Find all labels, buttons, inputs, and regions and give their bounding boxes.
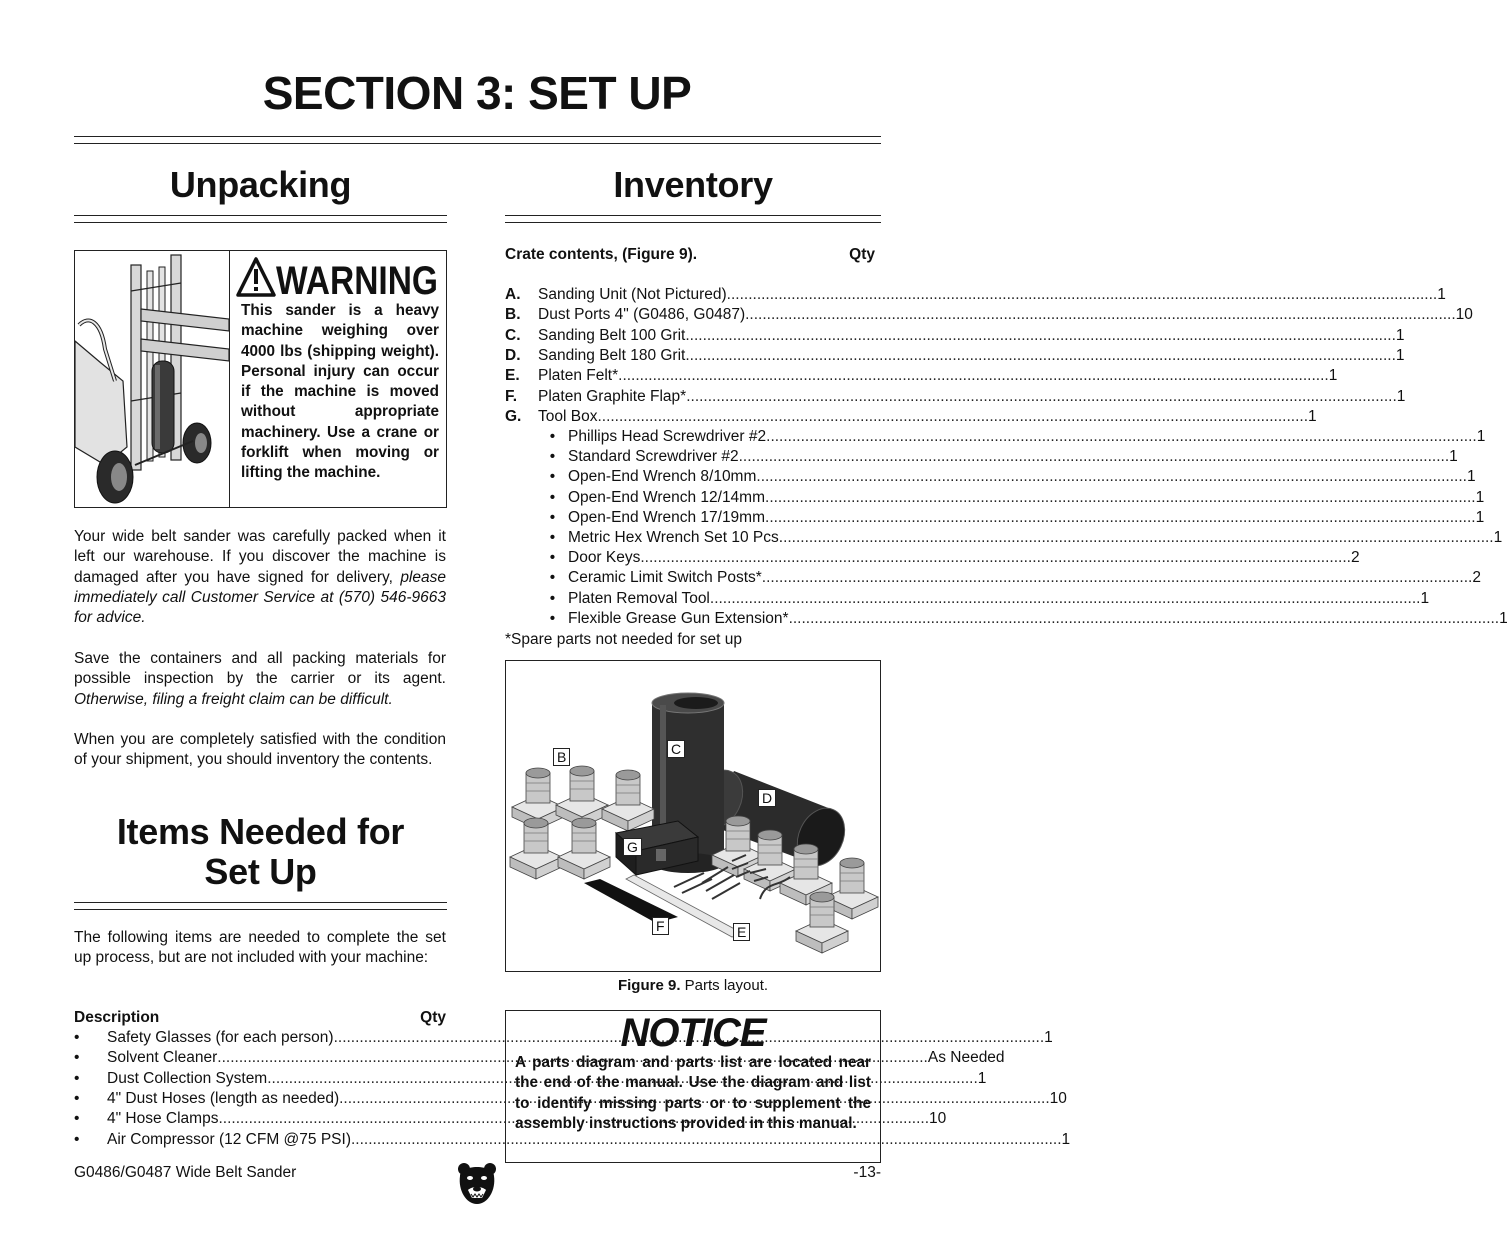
bullet: • xyxy=(74,1130,80,1148)
leader-dots xyxy=(765,488,1476,508)
item-qty: 1 xyxy=(1308,407,1317,425)
leader-dots xyxy=(739,447,1450,467)
qty-header: Qty xyxy=(420,1009,446,1026)
items-needed-row xyxy=(74,1109,947,1129)
leader-dots xyxy=(756,467,1467,487)
leader-dots xyxy=(766,427,1477,447)
unpacking-paragraph-3: When you are completely satisfied with the condition of your shipment, you should inventory the contents. xyxy=(74,731,446,769)
unpacking-heading: Unpacking xyxy=(169,164,352,205)
leader-dots xyxy=(745,305,1456,325)
items-needed-intro: The following items are needed to complete the set up process, but are not included with your machine: xyxy=(74,929,446,967)
item-label: Door Keys xyxy=(568,549,641,567)
parts-layout-illustration xyxy=(506,661,882,973)
leader-dots xyxy=(765,508,1476,528)
item-qty: 1 xyxy=(1420,589,1430,607)
items-needed-rule-1 xyxy=(74,902,447,903)
footer-model: G0486/G0487 Wide Belt Sander xyxy=(74,1164,297,1181)
callout-b: B xyxy=(553,748,570,766)
bear-logo-icon xyxy=(456,1160,498,1206)
items-needed-row xyxy=(74,1130,1071,1150)
inventory-subrow xyxy=(537,427,1486,447)
item-qty: 1 xyxy=(1395,346,1405,364)
warning-header xyxy=(235,255,441,303)
item-label: Open-End Wrench 12/14mm xyxy=(568,488,766,506)
leader-dots xyxy=(789,609,1500,629)
inventory-subrow xyxy=(537,589,1430,609)
item-letter: F. xyxy=(505,387,518,405)
bullet: • xyxy=(549,549,556,567)
item-letter: E. xyxy=(505,367,520,385)
callout-e: E xyxy=(733,923,750,941)
inventory-qty-header: Qty xyxy=(849,246,875,263)
item-label: 4" Hose Clamps xyxy=(107,1110,219,1128)
bullet: • xyxy=(549,428,556,445)
item-label: Tool Box xyxy=(538,407,598,425)
inventory-heading: Inventory xyxy=(613,164,773,205)
description-header: Description xyxy=(74,1009,160,1026)
item-label: Open-End Wrench 17/19mm xyxy=(568,508,766,526)
item-qty: 1 xyxy=(1466,468,1476,486)
leader-dots xyxy=(727,285,1438,305)
notice-title: NOTICE xyxy=(620,1011,766,1055)
bullet: • xyxy=(549,609,556,627)
unpacking-rule-2 xyxy=(74,222,447,223)
item-qty: 2 xyxy=(1472,569,1481,587)
page-title: SECTION 3: SET UP xyxy=(262,67,692,119)
items-needed-heading: Items Needed for Set Up xyxy=(116,811,405,892)
item-label: Sanding Belt 100 Grit xyxy=(538,326,686,344)
items-needed-list-header xyxy=(74,1009,446,1027)
bullet: • xyxy=(549,569,556,587)
items-needed-rule-2 xyxy=(74,909,447,910)
unpacking-paragraph-1: Your wide belt sander was carefully packed when it left our warehouse. If you discover the machine is damaged after you have signed for delivery, please immediately call Customer Service at (570) 546-9663 for advice. xyxy=(74,528,446,627)
figure-caption: Figure 9. Parts layout. xyxy=(617,977,769,994)
item-letter: A. xyxy=(505,286,521,303)
notice-text: A parts diagram and parts list are located near the end of the manual. Use the diagram and list to identify missing parts or to supplement the assembly instructions provided in this manual. xyxy=(515,1054,871,1132)
inventory-subrow xyxy=(537,568,1481,588)
inventory-list-header xyxy=(505,246,875,264)
item-qty: 1 xyxy=(1395,326,1405,344)
item-qty: 10 xyxy=(1049,1089,1067,1107)
bullet: • xyxy=(74,1029,80,1046)
item-qty: 1 xyxy=(1449,448,1458,466)
bullet: • xyxy=(549,448,556,466)
inventory-subrow xyxy=(537,447,1458,467)
inventory-row xyxy=(505,305,1473,325)
item-letter: D. xyxy=(505,346,521,364)
inventory-row xyxy=(505,366,1338,386)
inventory-subrow xyxy=(537,528,1503,548)
bullet: • xyxy=(549,468,556,486)
leader-dots xyxy=(686,387,1397,407)
item-label: Platen Removal Tool xyxy=(568,589,710,607)
item-label: Ceramic Limit Switch Posts* xyxy=(568,569,762,587)
leader-dots xyxy=(618,366,1329,386)
crate-contents-header: Crate contents, (Figure 9). xyxy=(505,246,698,263)
warning-word: WARNING xyxy=(276,259,438,303)
callout-c: C xyxy=(667,740,685,758)
parts-layout-figure xyxy=(505,660,881,972)
item-letter: C. xyxy=(505,326,521,344)
bullet: • xyxy=(549,589,556,607)
item-label: 4" Dust Hoses (length as needed) xyxy=(107,1089,340,1107)
item-label: Flexible Grease Gun Extension* xyxy=(568,609,789,627)
item-qty: 10 xyxy=(1455,306,1473,324)
items-needed-row xyxy=(74,1028,1053,1048)
leader-dots xyxy=(597,407,1308,427)
item-qty: 1 xyxy=(977,1069,987,1087)
item-label: Dust Ports 4" (G0486, G0487) xyxy=(538,306,746,324)
leader-dots xyxy=(640,548,1351,568)
bullet: • xyxy=(549,508,556,526)
item-qty: As Needed xyxy=(927,1049,1005,1067)
item-label: Platen Felt* xyxy=(538,367,619,385)
item-label: Air Compressor (12 CFM @75 PSI) xyxy=(107,1130,351,1148)
item-qty: 1 xyxy=(1437,286,1446,303)
item-label: Sanding Unit (Not Pictured) xyxy=(538,286,727,303)
bullet: • xyxy=(549,529,556,546)
inventory-row xyxy=(505,387,1406,407)
inventory-rule-2 xyxy=(505,222,881,223)
leader-dots xyxy=(762,568,1473,588)
item-qty: 1 xyxy=(1475,488,1485,506)
inventory-row xyxy=(505,407,1317,427)
leader-dots xyxy=(710,589,1421,609)
item-letter: G. xyxy=(505,407,522,425)
items-needed-row xyxy=(74,1069,987,1089)
warning-box xyxy=(74,250,447,508)
item-label: Metric Hex Wrench Set 10 Pcs. xyxy=(568,529,784,546)
inventory-row xyxy=(505,285,1446,305)
item-letter: B. xyxy=(505,306,521,324)
title-rule-2 xyxy=(74,143,881,144)
item-label: Sanding Belt 180 Grit xyxy=(538,346,686,364)
leader-dots xyxy=(685,346,1396,366)
bullet: • xyxy=(549,488,556,506)
bullet: • xyxy=(74,1089,80,1107)
inventory-subrow xyxy=(537,609,1508,629)
warning-text: This sander is a heavy machine weighing over 4000 lbs (shipping weight). Personal injury can occur if the machine is moved without appropriate machinery. Use a crane or forklift when moving or lifting the machine. xyxy=(241,302,439,482)
item-qty: 10 xyxy=(929,1110,947,1128)
item-qty: 1 xyxy=(1476,428,1486,445)
item-label: Standard Screwdriver #2 xyxy=(568,448,739,466)
item-qty: 1 xyxy=(1475,508,1485,526)
bullet: • xyxy=(74,1049,80,1067)
items-needed-row xyxy=(74,1048,1005,1068)
item-label: Safety Glasses (for each person) xyxy=(107,1029,334,1046)
unpacking-paragraph-2: Save the containers and all packing materials for possible inspection by the carrier or its agent. Otherwise, filing a freight claim can be difficult. xyxy=(74,650,446,708)
leader-dots xyxy=(783,528,1494,548)
bullet: • xyxy=(74,1110,80,1128)
item-qty: 1 xyxy=(1328,367,1338,385)
notice-box xyxy=(505,1010,881,1163)
inventory-subrow xyxy=(537,508,1485,528)
unpacking-rule-1 xyxy=(74,215,447,216)
inventory-rule-1 xyxy=(505,215,881,216)
forklift-illustration xyxy=(75,251,230,507)
item-label: Open-End Wrench 8/10mm xyxy=(568,468,757,486)
footer-page-number: -13- xyxy=(853,1164,881,1181)
callout-f: F xyxy=(652,917,669,935)
inventory-subrow xyxy=(537,467,1476,487)
item-label: Solvent Cleaner xyxy=(107,1049,218,1067)
item-qty: 1 xyxy=(1396,387,1406,405)
item-qty: 1 xyxy=(1493,529,1503,546)
item-qty: 1 xyxy=(1044,1029,1053,1046)
callout-d: D xyxy=(758,789,776,807)
item-label: Dust Collection System xyxy=(107,1069,268,1087)
items-needed-row xyxy=(74,1089,1067,1109)
inventory-subrow xyxy=(537,548,1360,568)
title-rule-1 xyxy=(74,136,881,137)
inventory-row xyxy=(505,326,1405,346)
item-qty: 1 xyxy=(1061,1130,1071,1148)
callout-g: G xyxy=(623,838,642,856)
item-label: Phillips Head Screwdriver #2 xyxy=(568,428,767,445)
leader-dots xyxy=(685,326,1396,346)
bullet: • xyxy=(74,1069,80,1087)
inventory-row xyxy=(505,346,1405,366)
item-qty: 2 xyxy=(1350,549,1360,567)
item-qty: 1 xyxy=(1499,609,1508,627)
spare-parts-note: *Spare parts not needed for set up xyxy=(505,631,742,648)
inventory-subrow xyxy=(537,488,1485,508)
item-label: Platen Graphite Flap* xyxy=(538,387,687,405)
